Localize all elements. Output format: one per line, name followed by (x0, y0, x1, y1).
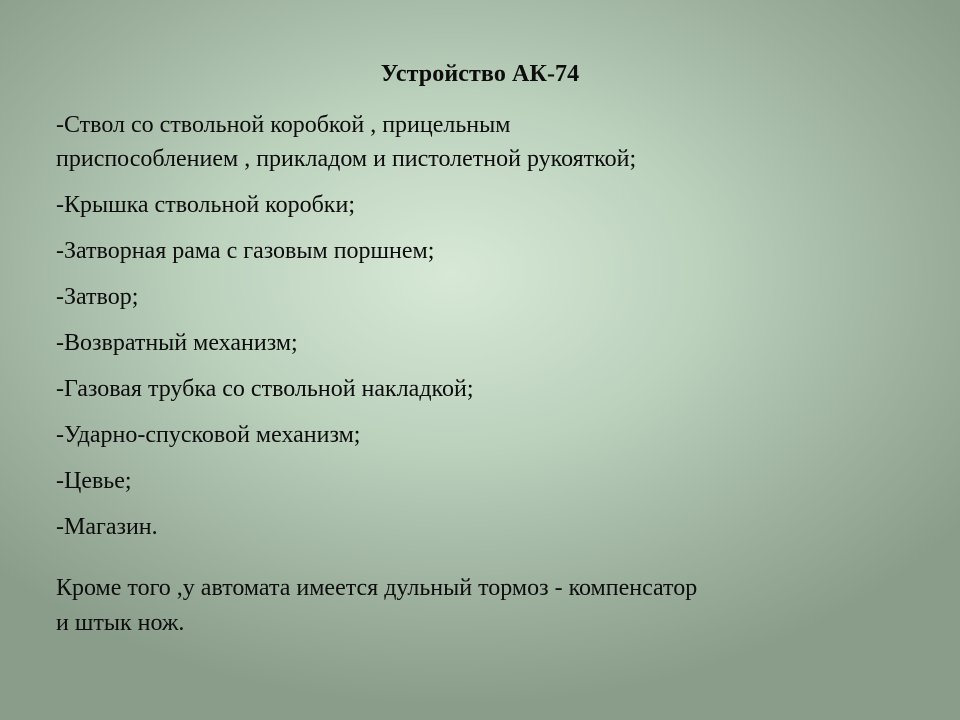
slide-title: Устройство АК-74 (380, 61, 580, 87)
list-item: -Ствол со ствольной коробкой , прицельным приспособлением , прикладом и пистолетной рукояткой; (56, 112, 637, 172)
footer-note: Кроме того ,у автомата имеется дульный тормоз - компенсатор и штык нож. (56, 575, 698, 636)
component-list (56, 108, 916, 556)
list-item: -Затвор; (56, 284, 139, 310)
list-item: -Цевье; (56, 468, 132, 494)
list-item: -Магазин. (56, 514, 158, 540)
list-item: -Возвратный механизм; (56, 330, 298, 356)
list-item: -Крышка ствольной коробки; (56, 192, 355, 218)
list-item: -Затворная рама с газовым поршнем; (56, 238, 435, 264)
list-item: -Ударно-спусковой механизм; (56, 422, 361, 448)
list-item: -Газовая трубка со ствольной накладкой; (56, 376, 474, 402)
